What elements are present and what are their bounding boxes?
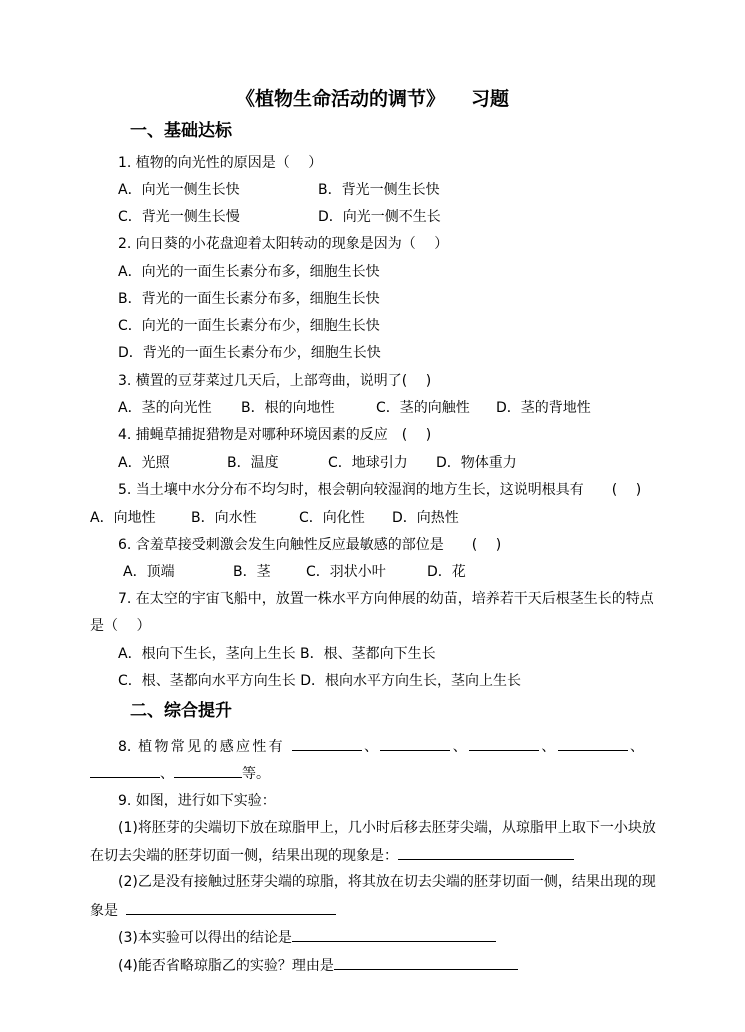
q6-option-b: B．茎	[233, 564, 271, 580]
section-heading-comprehensive: 二、综合提升	[130, 701, 232, 721]
q9-part2-line2	[90, 901, 336, 920]
separator: 、	[160, 766, 174, 782]
q8-end: 等。	[242, 766, 270, 782]
page-title	[0, 86, 745, 112]
q5-option-d: D．向热性	[392, 510, 459, 526]
q4-option-a: A．光照	[118, 455, 170, 471]
q9-part1-blank[interactable]	[398, 846, 574, 860]
q5-stem: 5. 当土壤中水分分布不均匀时，根会朝向较湿润的地方生长，这说明根具有 ( )	[118, 482, 642, 498]
q4-stem: 4. 捕蝇草捕捉猎物是对哪种环境因素的反应 ( )	[118, 427, 432, 443]
q1-stem: 1. 植物的向光性的原因是（ ）	[118, 155, 323, 171]
q9-part2-line1: (2)乙是没有接触过胚芽尖端的琼脂，将其放在切去尖端的胚芽切面一侧，结果出现的现	[118, 874, 656, 890]
separator: 、	[361, 739, 381, 755]
q4-option-c: C．地球引力	[328, 455, 408, 471]
q2-option-a: A．向光的一面生长素分布多，细胞生长快	[118, 264, 380, 280]
q6-stem: 6. 含羞草接受刺激会发生向触性反应最敏感的部位是 ( )	[118, 537, 502, 553]
q3-option-c: C．茎的向触性	[376, 400, 470, 416]
q9-part4	[118, 956, 518, 975]
q1-option-b: B．背光一侧生长快	[318, 182, 440, 198]
separator: 、	[539, 739, 558, 755]
q4-option-b: B．温度	[227, 455, 279, 471]
q5-option-a: A．向地性	[90, 510, 156, 526]
q8-blank-2[interactable]	[380, 737, 450, 751]
q7-options-cd: C．根、茎都向水平方向生长 D．根向水平方向生长，茎向上生长	[118, 673, 522, 689]
q8-blank-3[interactable]	[469, 737, 539, 751]
q9-stem: 9. 如图，进行如下实验：	[118, 793, 276, 809]
q9-part4-blank[interactable]	[334, 956, 518, 970]
q9-part4-text: (4)能否省略琼脂乙的实验？理由是	[118, 958, 334, 974]
separator: 、	[627, 739, 645, 755]
q4-option-d: D．物体重力	[436, 455, 517, 471]
q8-line1	[118, 737, 644, 756]
q2-stem: 2. 向日葵的小花盘迎着太阳转动的现象是因为（ ）	[118, 236, 449, 252]
q1-option-c: C．背光一侧生长慢	[118, 209, 240, 225]
q8-blank-4[interactable]	[558, 737, 628, 751]
q2-option-b: B．背光的一面生长素分布多，细胞生长快	[118, 291, 380, 307]
q6-option-c: C．羽状小叶	[306, 564, 386, 580]
separator: 、	[450, 739, 470, 755]
title-main: 《植物生命活动的调节》	[235, 88, 445, 110]
q9-part1-line1: (1)将胚芽的尖端切下放在琼脂甲上，几小时后移去胚芽尖端，从琼脂甲上取下一小块放	[118, 820, 656, 836]
title-sub: 习题	[471, 88, 510, 110]
q9-part2-text: 象是	[90, 903, 118, 919]
section-heading-basic: 一、基础达标	[130, 121, 232, 141]
q1-option-a: A．向光一侧生长快	[118, 182, 240, 198]
q3-stem: 3. 横置的豆芽菜过几天后，上部弯曲，说明了( )	[118, 373, 432, 389]
q9-part3	[118, 928, 496, 947]
q2-option-c: C．向光的一面生长素分布少，细胞生长快	[118, 318, 380, 334]
q5-option-b: B．向水性	[191, 510, 257, 526]
q1-option-d: D．向光一侧不生长	[318, 209, 441, 225]
q7-options-ab: A．根向下生长，茎向上生长 B．根、茎都向下生长	[118, 646, 436, 662]
q7-stem-line1: 7. 在太空的宇宙飞船中，放置一株水平方向伸展的幼苗，培养若干天后根茎生长的特点	[118, 591, 654, 607]
q3-option-b: B．根的向地性	[241, 400, 335, 416]
q3-option-d: D．茎的背地性	[496, 400, 591, 416]
q9-part3-text: (3)本实验可以得出的结论是	[118, 930, 292, 946]
q9-part2-blank[interactable]	[126, 901, 336, 915]
q5-option-c: C．向化性	[299, 510, 365, 526]
q8-stem: 8. 植物常见的感应性有	[118, 739, 285, 755]
q6-option-a: A．顶端	[123, 564, 175, 580]
q8-line2	[90, 764, 270, 783]
q6-option-d: D．花	[427, 564, 466, 580]
q8-blank-6[interactable]	[174, 764, 242, 778]
q7-stem-line2: 是（ ）	[90, 618, 151, 634]
q9-part1-line2	[90, 846, 574, 865]
q2-option-d: D．背光的一面生长素分布少，细胞生长快	[118, 345, 381, 361]
q3-option-a: A．茎的向光性	[118, 400, 212, 416]
q8-blank-5[interactable]	[90, 764, 160, 778]
q9-part3-blank[interactable]	[292, 928, 496, 942]
q8-blank-1[interactable]	[292, 737, 362, 751]
q9-part1-text: 在切去尖端的胚芽切面一侧，结果出现的现象是：	[90, 848, 398, 864]
